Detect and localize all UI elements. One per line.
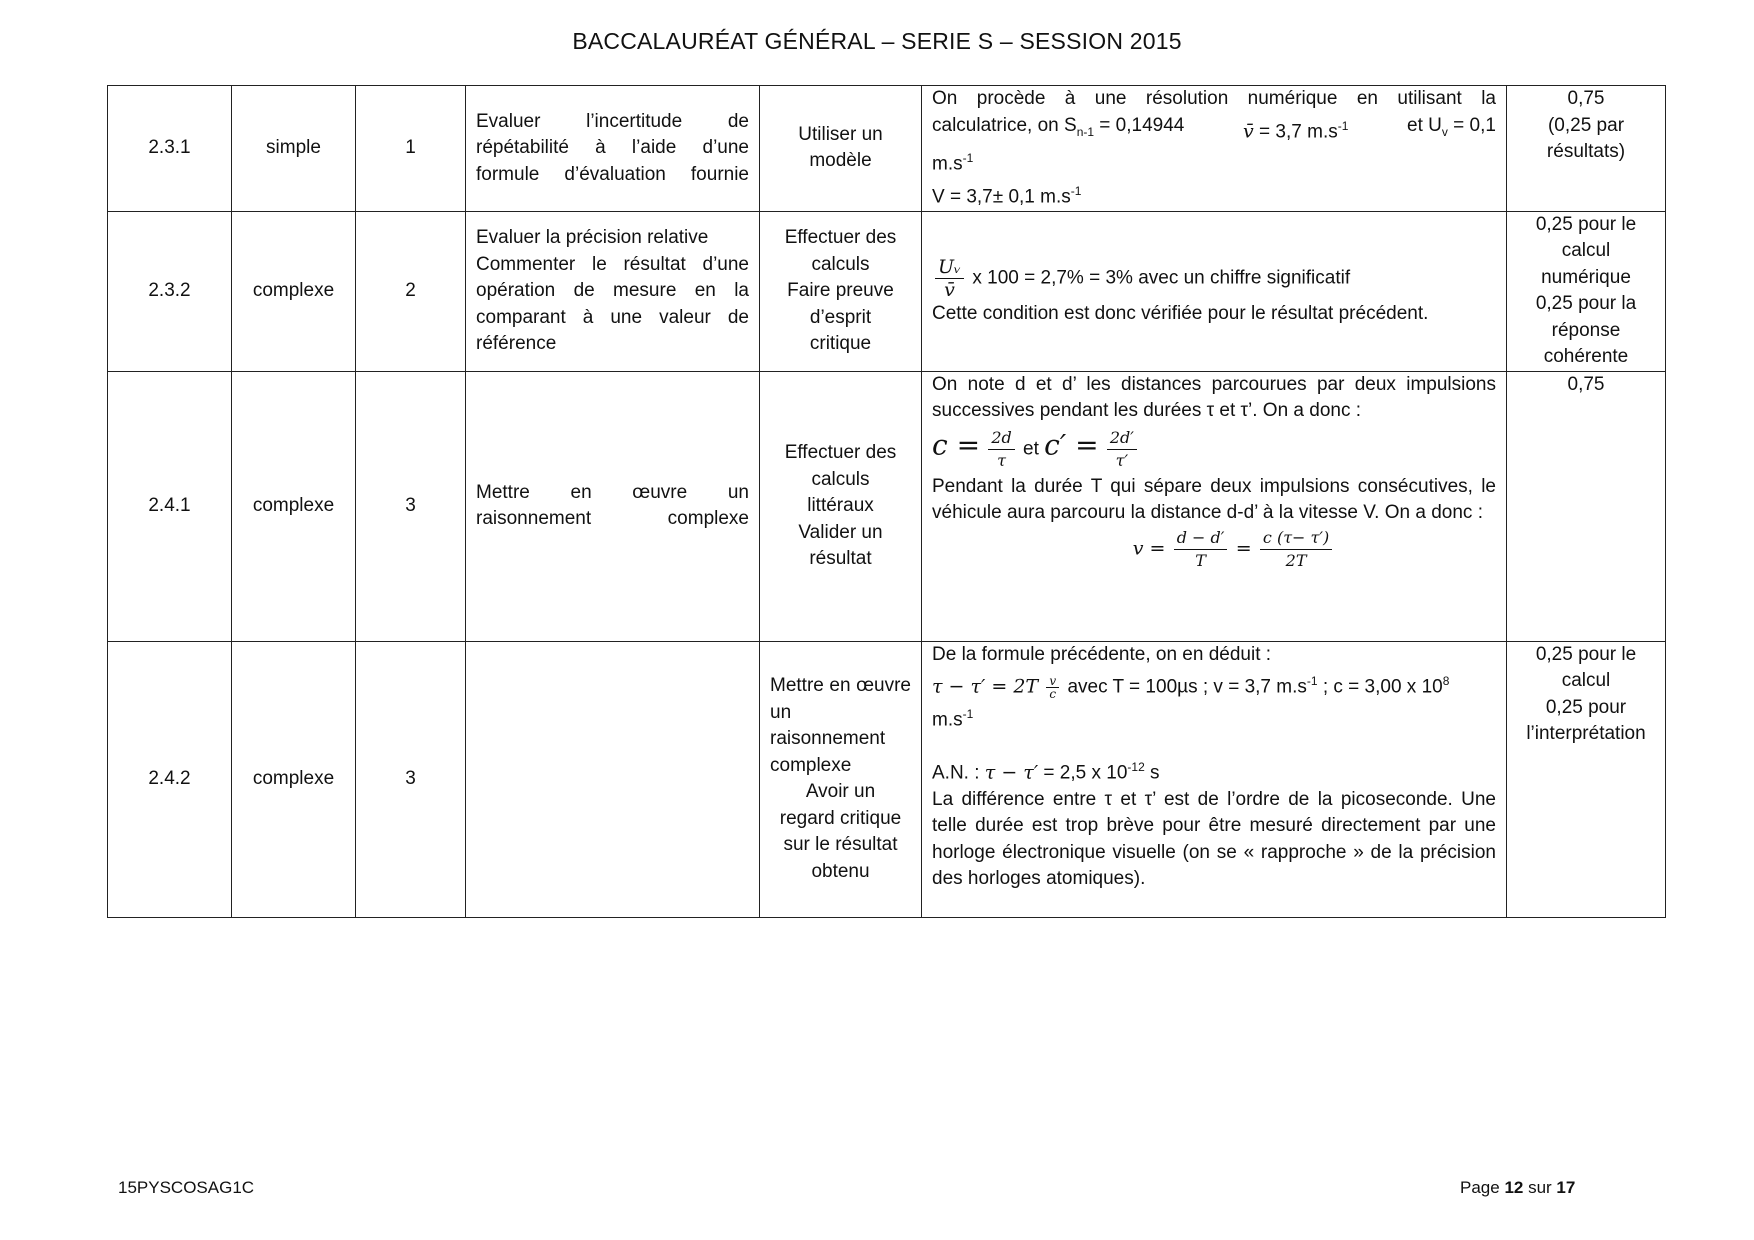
scale-line: réponse [1551,319,1621,341]
answer-text: x 100 = 2,7% = 3% avec un chiffre significatif [967,267,1351,289]
fraction-numerator: d − d′ [1174,527,1228,550]
page-header: BACCALAURÉAT GÉNÉRAL – SERIE S – SESSION 2015 [572,28,1182,54]
table-row [108,371,1666,641]
page-number [1460,1178,1575,1198]
question-points: 2 [356,211,466,371]
capacity-line: critique [809,333,872,355]
answer-line [932,701,1496,734]
equals-sign: = [1235,537,1252,560]
question-number: 2.3.2 [108,211,232,371]
answer-line [932,256,1496,301]
answer-text: m.s [932,153,963,175]
table-row [108,211,1666,371]
question-type: complexe [232,641,356,917]
scale-cell [1507,371,1666,641]
capacity-line: obtenu [811,860,870,882]
answer-sup: -1 [1070,184,1082,199]
fraction-numerator: c (τ− τ′) [1260,527,1332,550]
answer-cell [922,86,1507,212]
capacity-line: d’esprit [809,306,872,328]
scale-cell [1507,211,1666,371]
formula-lhs: v = [1132,537,1166,560]
formula-lhs: τ − τ′ = 2T [932,675,1039,698]
answer-formula [932,527,1496,572]
answer-text: avec T = 100µs ; v = 3,7 m.s [1062,676,1307,698]
answer-text: ; c = 3,00 x 10 [1317,676,1443,698]
scale-line: 0,25 pour le [1535,643,1637,665]
capacity-line: Effectuer des [784,227,897,249]
fraction-numerator: 2d [988,427,1014,450]
answer-sup: 8 [1442,674,1450,689]
capacity-line: Avoir un [805,781,876,803]
answer-text: et [1017,438,1045,460]
question-points: 3 [356,641,466,917]
capacity-line: modèle [809,150,872,172]
answer-sup: -12 [1127,760,1145,775]
fraction-denominator: τ′ [1115,450,1129,470]
answer-sub: n-1 [1076,124,1095,139]
answer-sup: -1 [962,151,974,166]
answer-line [932,145,1496,178]
answer-text: V = 3,7± 0,1 m.s [932,186,1071,208]
scale-line: 0,25 pour le [1535,213,1637,235]
vbar-symbol: v̄ [1243,119,1254,142]
competence-line: Commenter le résultat d’une opération de mesure en la comparant à une valeur de référence [476,253,749,355]
answer-sup: -1 [1306,674,1318,689]
competence-cell: Mettre en œuvre un raisonnement complexe [466,371,760,641]
scale-line: 0,75 [1567,88,1605,109]
scale-line: calcul [1561,240,1611,262]
scale-cell [1507,641,1666,917]
answer-paragraph: On note d et d’ les distances parcourues par deux impulsions successives pendant les durées τ et τ’. On a donc : [932,373,1496,422]
question-number: 2.4.2 [108,641,232,917]
spacer [932,734,1496,754]
fraction [988,427,1014,472]
fraction-numerator: 2d′ [1107,427,1137,450]
answer-text: = 3,7 m.s [1253,120,1338,142]
answer-text: = 0,1 [1447,114,1496,136]
capacity-line: sur le résultat [783,834,898,856]
answer-cell [922,211,1507,371]
formula-lhs: c′ = [1044,428,1099,462]
fraction [1046,675,1059,700]
answer-cell [922,641,1507,917]
grading-table [107,85,1666,918]
answer-text: m.s [932,709,963,731]
question-points: 3 [356,371,466,641]
scale-line: 0,75 [1567,373,1605,395]
question-points: 1 [356,86,466,212]
answer-line [932,113,1496,146]
competence-cell [466,211,760,371]
capacity-line: Valider un [798,521,883,543]
scale-cell [1507,86,1666,212]
fraction [1174,527,1228,572]
answer-text: = 0,14944 [1094,114,1185,136]
formula-lhs: c = [932,428,981,462]
competence-line: Evaluer la précision relative [476,227,709,249]
competence-cell [466,641,760,917]
page-label: Page [1460,1178,1505,1197]
scale-line: calcul [1561,670,1611,692]
scale-line: (0,25 par [1547,114,1625,136]
fraction [1260,527,1332,572]
capacity-line: résultat [809,548,872,570]
answer-text: calculatrice, on S [932,114,1077,136]
capacity-line: calculs [811,468,870,490]
fraction-denominator: 2T [1285,550,1307,570]
capacity-line: Effectuer des [784,442,897,464]
answer-line [932,668,1496,701]
answer-sub: v [1441,124,1448,139]
fraction-denominator: v̄ [944,278,955,301]
answer-text: = 2,5 x 10 [1038,762,1128,784]
question-number: 2.3.1 [108,86,232,212]
fraction-denominator: T [1195,550,1206,570]
current-page: 12 [1504,1178,1524,1197]
capacity-cell [760,371,922,641]
capacity-line: Utiliser un [798,123,883,145]
competence-cell: Evaluer l’incertitude de répétabilité à l’aide d’une formule d’évaluation fournie [466,86,760,212]
question-type: complexe [232,211,356,371]
answer-sup: -1 [1337,118,1349,133]
answer-line: De la formule précédente, on en déduit : [932,643,1272,665]
answer-line: On procède à une résolution numérique en utilisant la [932,88,1496,109]
capacity-line: Mettre en œuvre un raisonnement complexe [770,675,911,776]
answer-paragraph: Pendant la durée T qui sépare deux impulsions consécutives, le véhicule aura parcouru la distance d-d’ à la vitesse V. On a donc : [932,475,1496,524]
scale-line: numérique [1541,266,1631,288]
answer-text: et U [1407,114,1442,136]
table-row [108,86,1666,212]
question-type: simple [232,86,356,212]
answer-text: s [1144,762,1160,784]
fraction-numerator: Uᵥ [935,256,964,279]
answer-line [932,754,1496,787]
total-pages: 17 [1556,1178,1576,1197]
scale-line: cohérente [1543,346,1629,368]
answer-line: Cette condition est donc vérifiée pour le résultat précédent. [932,302,1429,324]
table-row [108,641,1666,917]
answer-formula [932,425,1496,474]
capacity-cell [760,211,922,371]
capacity-line: littéraux [807,495,874,517]
answer-paragraph: La différence entre τ et τ’ est de l’ordre de la picoseconde. Une telle durée est trop brève pour être mesuré directement par une horloge électronique visuelle (on se « rapproche » de la précision des horloges atomiques). [932,788,1496,890]
fraction [1107,427,1137,472]
fraction-numerator: v [1046,675,1059,688]
capacity-line: calculs [811,253,870,275]
answer-cell [922,371,1507,641]
scale-line: 0,25 pour la [1535,293,1637,315]
capacity-cell [760,86,922,212]
answer-text: A.N. : [932,762,985,784]
answer-sup: -1 [962,707,974,722]
page-of: sur [1523,1178,1557,1197]
scale-line: l’interprétation [1526,723,1646,745]
question-type: complexe [232,371,356,641]
capacity-line: Faire preuve [787,280,894,302]
document-code: 15PYSCOSAG1C [118,1178,255,1197]
scale-line: résultats) [1546,141,1626,162]
fraction-denominator: τ [997,450,1006,470]
answer-line [932,178,1496,211]
scale-line: 0,25 pour [1545,696,1627,718]
question-number: 2.4.1 [108,371,232,641]
relative-precision-fraction [935,256,964,301]
fraction-denominator: c [1049,687,1057,702]
formula-lhs: τ − τ′ [984,761,1039,784]
capacity-line: regard critique [779,807,902,829]
capacity-cell [760,641,922,917]
